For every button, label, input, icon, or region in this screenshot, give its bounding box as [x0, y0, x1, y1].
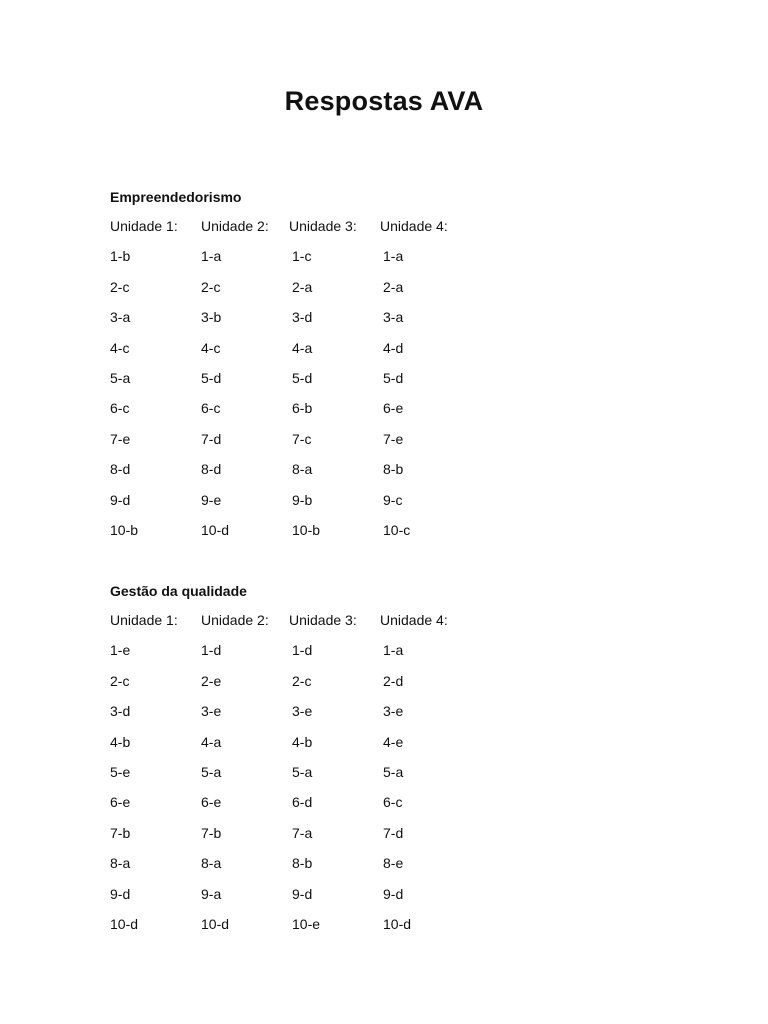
answer-cell: 4-c [201, 339, 221, 356]
answer-cell: 1-b [110, 248, 131, 265]
answer-cell: 1-a [383, 642, 404, 659]
table-row [110, 915, 470, 945]
answer-cell: 1-a [383, 248, 404, 265]
table-row [110, 399, 470, 429]
table-row [110, 460, 470, 490]
answer-cell: 4-a [292, 339, 313, 356]
answer-cell: 7-c [292, 430, 312, 447]
answer-cell: 5-d [292, 369, 313, 386]
table-row [110, 641, 470, 671]
answer-table [110, 217, 470, 551]
table-row [110, 430, 470, 460]
answer-cell: 7-d [383, 824, 404, 841]
answer-cell: 10-c [383, 521, 411, 538]
answer-cell: 8-a [110, 855, 131, 872]
answer-cell: 1-e [110, 642, 131, 659]
answer-cell: 2-c [201, 278, 221, 295]
answer-cell: 3-a [383, 309, 404, 326]
table-row [110, 885, 470, 915]
answer-cell: 9-d [110, 885, 131, 902]
answer-cell: 6-d [292, 794, 313, 811]
table-row [110, 763, 470, 793]
answer-cell: 9-c [383, 491, 403, 508]
answer-cell: 9-a [201, 885, 222, 902]
column-header-unidade-4: Unidade 4: [380, 218, 448, 234]
answer-cell: 2-a [383, 278, 404, 295]
answer-cell: 4-d [383, 339, 404, 356]
answer-cell: 5-d [383, 369, 404, 386]
answer-table [110, 611, 470, 945]
column-header-row [110, 217, 470, 247]
answer-cell: 10-d [201, 915, 230, 932]
answer-cell: 10-d [383, 915, 412, 932]
table-row [110, 824, 470, 854]
column-header-unidade-3: Unidade 3: [289, 218, 357, 234]
answer-cell: 1-a [201, 248, 222, 265]
answer-cell: 7-e [383, 430, 404, 447]
answer-cell: 10-b [292, 521, 321, 538]
table-row [110, 854, 470, 884]
answer-cell: 8-b [383, 461, 404, 478]
answer-cell: 2-d [383, 672, 404, 689]
table-row [110, 339, 470, 369]
answer-cell: 6-e [110, 794, 131, 811]
answer-cell: 5-d [201, 369, 222, 386]
column-header-unidade-2: Unidade 2: [201, 218, 269, 234]
answer-cell: 6-c [201, 400, 221, 417]
answer-cell: 1-d [292, 642, 313, 659]
answer-cell: 9-b [292, 491, 313, 508]
answer-cell: 6-c [383, 794, 403, 811]
answer-cell: 8-d [201, 461, 222, 478]
answer-cell: 9-d [383, 885, 404, 902]
answer-cell: 5-e [110, 763, 131, 780]
answer-cell: 8-e [383, 855, 404, 872]
answer-cell: 10-e [292, 915, 321, 932]
table-row [110, 491, 470, 521]
answer-cell: 5-a [292, 763, 313, 780]
table-row [110, 369, 470, 399]
table-row [110, 521, 470, 551]
section-heading: Empreendedorismo [110, 189, 242, 205]
answer-cell: 7-a [292, 824, 313, 841]
answer-cell: 3-d [292, 309, 313, 326]
answer-cell: 5-a [110, 369, 131, 386]
column-header-unidade-3: Unidade 3: [289, 612, 357, 628]
answer-cell: 2-c [110, 672, 130, 689]
answer-cell: 7-b [201, 824, 222, 841]
answer-cell: 10-b [110, 521, 139, 538]
answer-cell: 3-d [110, 703, 131, 720]
answer-cell: 8-a [201, 855, 222, 872]
table-row [110, 247, 470, 277]
table-row [110, 793, 470, 823]
answer-cell: 6-e [201, 794, 222, 811]
section-empreendedorismo [110, 188, 470, 551]
answer-cell: 3-e [292, 703, 313, 720]
answer-cell: 9-d [292, 885, 313, 902]
table-row [110, 308, 470, 338]
column-header-unidade-4: Unidade 4: [380, 612, 448, 628]
answer-cell: 1-c [292, 248, 312, 265]
answer-cell: 6-b [292, 400, 313, 417]
column-header-unidade-1: Unidade 1: [110, 218, 178, 234]
answer-cell: 5-a [383, 763, 404, 780]
table-row [110, 672, 470, 702]
answer-cell: 4-c [110, 339, 130, 356]
answer-cell: 8-d [110, 461, 131, 478]
answer-cell: 4-e [383, 733, 404, 750]
answer-cell: 8-b [292, 855, 313, 872]
section-gestao-da-qualidade [110, 582, 470, 945]
table-row [110, 702, 470, 732]
answer-cell: 6-c [110, 400, 130, 417]
table-row [110, 278, 470, 308]
answer-cell: 10-d [201, 521, 230, 538]
answer-cell: 7-d [201, 430, 222, 447]
column-header-unidade-1: Unidade 1: [110, 612, 178, 628]
answer-cell: 3-a [110, 309, 131, 326]
table-row [110, 733, 470, 763]
answer-cell: 4-b [292, 733, 313, 750]
section-heading: Gestão da qualidade [110, 583, 247, 599]
answer-cell: 3-e [201, 703, 222, 720]
answer-cell: 4-b [110, 733, 131, 750]
answer-cell: 5-a [201, 763, 222, 780]
answer-cell: 4-a [201, 733, 222, 750]
answer-cell: 7-e [110, 430, 131, 447]
answer-cell: 10-d [110, 915, 139, 932]
column-header-row [110, 611, 470, 641]
answer-cell: 3-e [383, 703, 404, 720]
answer-cell: 2-c [110, 278, 130, 295]
answer-cell: 1-d [201, 642, 222, 659]
answer-cell: 3-b [201, 309, 222, 326]
page-title: Respostas AVA [284, 86, 484, 116]
answer-cell: 9-d [110, 491, 131, 508]
answer-cell: 9-e [201, 491, 222, 508]
answer-cell: 2-a [292, 278, 313, 295]
answer-cell: 7-b [110, 824, 131, 841]
answer-cell: 6-e [383, 400, 404, 417]
answer-cell: 2-e [201, 672, 222, 689]
column-header-unidade-2: Unidade 2: [201, 612, 269, 628]
answer-cell: 2-c [292, 672, 312, 689]
answer-cell: 8-a [292, 461, 313, 478]
